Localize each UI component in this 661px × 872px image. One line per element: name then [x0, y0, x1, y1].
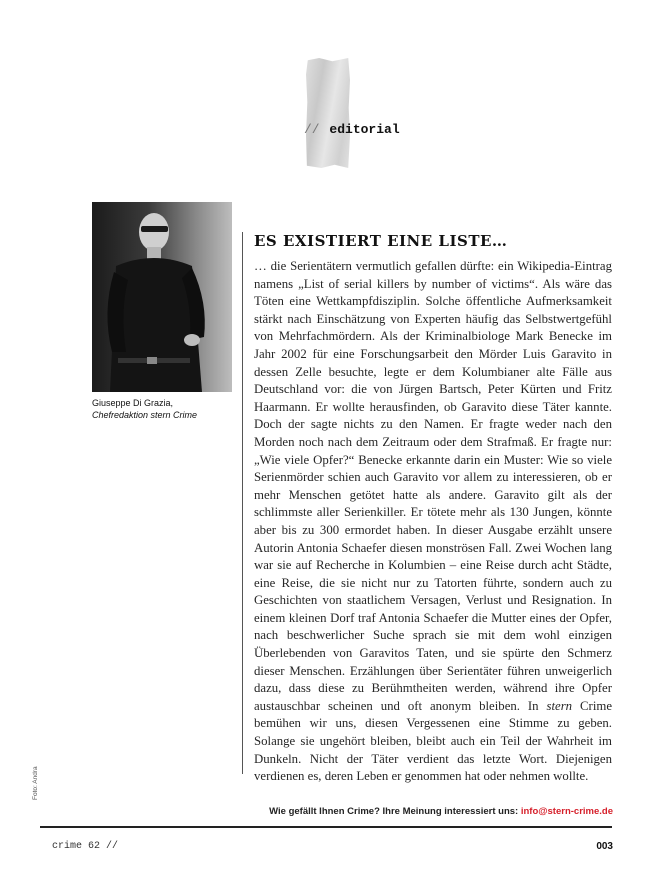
section-title: editorial	[329, 122, 400, 137]
body-text-italic: stern	[546, 698, 573, 713]
article-headline: ES EXISTIERT EINE LISTE…	[254, 232, 508, 250]
caption-name: Giuseppe Di Grazia,	[92, 398, 174, 408]
feedback-line	[269, 806, 613, 817]
section-prefix: //	[304, 122, 320, 137]
page-number: 003	[596, 841, 613, 852]
author-photo	[92, 202, 232, 392]
footer-rule	[40, 826, 612, 828]
footer-magazine: crime 62 //	[52, 841, 119, 852]
photo-credit: Foto: Andra	[32, 766, 39, 800]
photo-caption	[92, 397, 242, 421]
article-body	[254, 258, 612, 786]
vertical-rule	[242, 232, 243, 774]
feedback-question: Wie gefällt Ihnen Crime? Ihre Meinung interessiert uns:	[269, 806, 521, 817]
body-text-part-2: Crime bemühen wir uns, diesen Vergessenen eine Stimme zu geben. Solange sie ungehört bleiben, bleibt auch ein Teil der Wahrheit im Dunkeln. Nicht der Täter verdient das letzte Wort. Diejenigen verdienen es, deren Leben er genommen hat oder nehmen wollte.	[254, 698, 613, 784]
feedback-email-link[interactable]: info@stern-crime.de	[520, 806, 613, 817]
section-label	[304, 122, 400, 137]
body-text-part-1: … die Serientätern vermutlich gefallen dürfte: ein Wikipedia-Eintrag namens „List of serial killers by number of victims“. Als wäre das Töten eine Wettkampfdisziplin. Solche öffentliche Aufmerksamkeit stärkt nach Einschätzung von Experten häufig das Selbstwertgefühl von Mehrfachmördern. Als der Kriminalbiologe Mark Benecke im Jahr 2002 für eine Forschungsarbeit den Mörder Luis Garavito in dessen Zelle besuchte, legte er dem Kolumbianer alte Fälle aus Deutschland vor: die von Jürgen Bartsch, Peter Kürten und Fritz Haarmann. Er wollte herausfinden, ob Garavito diese Täter kannte. Doch der sagte nichts zu den Namen. Er fragte weder nach den Morden noch nach dem Zeitraum oder dem Strafmaß. Er fragte nur: „Wie viele Opfer?“ Benecke erkannte darin ein Muster: Wie so viele Serienmörder schien auch Garavito vor allem zu interessieren, ob er mehr Menschen getötet hatte als andere. Garavito gilt als der schlimmste aller Serienkiller. Er tötete mehr als 130 Jungen, könnte aber bis zu 300 ermordet haben. In dieser Ausgabe erzählt unsere Autorin Antonia Schaefer diesen monströsen Fall. Zwei Wochen lang war sie auf Recherche in Kolumbien – eine Reise durch acht Städte, eine Reise, die sie nicht nur zu Tatorten führte, sondern auch zu Geschichten von staatlichem Versagen, Verlust und Resignation. In einem kleinen Dorf traf Antonia Schaefer die Mutter eines der Opfer, nach beschwerlicher Suche sprach sie mit dem wohl einzigen Überlebenden von Garavitos Taten, und sie spürte den Schmerz dieser Menschen. Erzählungen über Serientäter führen unweigerlich dazu, dass diese zu Berühmtheiten werden, während ihre Opfer austauschbar scheinen und oft anonym bleiben. In	[254, 259, 612, 713]
tape-strip	[306, 58, 350, 168]
caption-role: Chefredaktion stern Crime	[92, 410, 198, 420]
